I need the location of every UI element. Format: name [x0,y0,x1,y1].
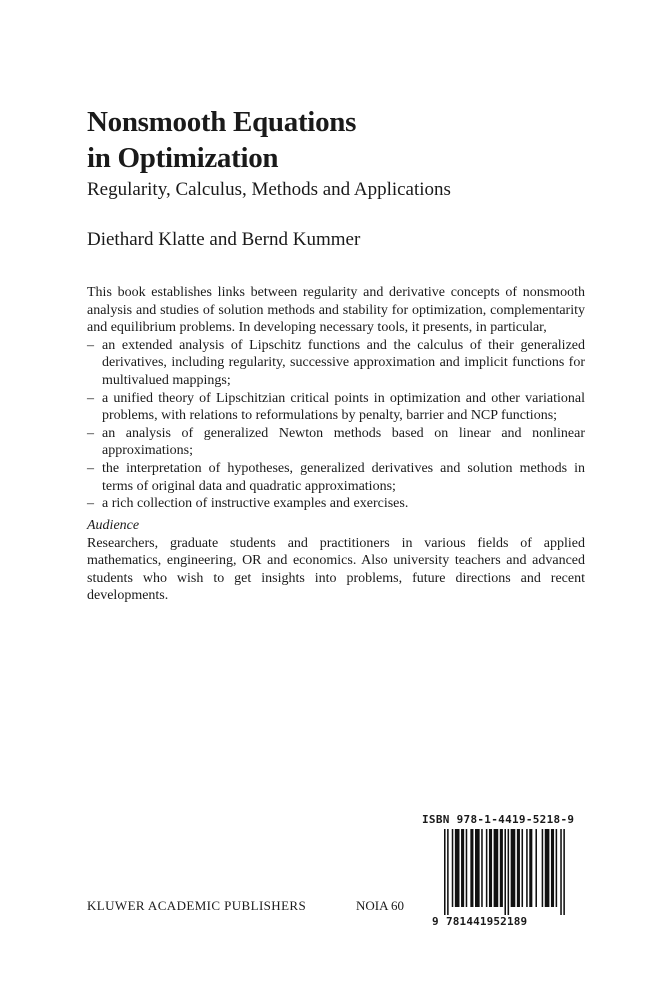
barcode-bar [494,829,499,907]
bullet-dash: – [87,496,94,512]
bullet-dash: – [87,460,94,476]
audience-text: Researchers, graduate students and practitioners in various fields of applied mathematics, engineering, OR and economics. Also university teachers and advanced students who wish to get insights into problems, future directions and recent developments. [87,535,585,604]
description-intro: This book establishes links between regularity and derivative concepts of nonsmooth analysis and studies of solution methods and stability for optimization, complementarity and equilibrium problems. In developing necessary tools, it presents, in particular, [87,285,585,336]
barcode-bar [475,829,480,907]
bullet-text: an extended analysis of Lipschitz functions and the calculus of their generalized derivatives, including regularity, successive approximation and implicit functions for multivalued mappings; [102,337,585,388]
barcode-bar [526,829,528,907]
publisher-name: KLUWER ACADEMIC PUBLISHERS [87,898,307,913]
barcode-bar [470,829,473,907]
barcode-bar [517,829,520,907]
bullet-text: a unified theory of Lipschitzian critical points in optimization and other variational problems, with relations to reformulations by penalty, barrier and NCP functions; [102,390,585,424]
bullet-text: an analysis of generalized Newton methods based on linear and nonlinear approximations; [102,425,585,459]
bullet-item [87,390,585,425]
bullet-item [87,337,585,390]
barcode-bar [522,829,524,907]
barcode-bar [511,829,516,907]
description-bullet-list [87,337,585,513]
barcode-digit-rest: 781441952189 [446,915,528,928]
barcode-bar [556,829,558,907]
barcode-bar [486,829,488,907]
bullet-dash: – [87,425,94,441]
barcode-bar [529,829,532,907]
barcode-bar [504,829,506,915]
title-block [87,104,607,176]
barcode-bar [444,829,446,915]
series-label: NOIA 60 [356,898,405,913]
barcode-bar [563,829,565,915]
barcode-bar [560,829,562,915]
barcode-bar [452,829,454,907]
bullet-dash: – [87,390,94,406]
bullet-item [87,495,585,513]
barcode-bar [447,829,449,915]
book-title-line-2: in Optimization [87,142,279,174]
barcode [432,829,582,928]
barcode-bar [466,829,468,907]
barcode-bar [461,829,464,907]
barcode-bar [481,829,483,907]
barcode-bar [551,829,554,907]
description-block [87,284,585,513]
barcode-bar [500,829,503,907]
barcode-bar [535,829,537,907]
barcode-bar [455,829,460,907]
book-authors: Diethard Klatte and Bernd Kummer [87,229,361,250]
book-title-line-1: Nonsmooth Equations [87,106,357,138]
bullet-text: a rich collection of instructive examples and exercises. [102,496,409,512]
barcode-bars [432,829,582,915]
bullet-dash: – [87,337,94,353]
barcode-digit-lead: 9 [432,915,439,928]
barcode-bar [508,829,510,915]
bullet-item [87,425,585,460]
bullet-item [87,460,585,495]
audience-block [87,517,585,605]
audience-heading: Audience [87,518,140,533]
barcode-bar [545,829,550,907]
book-subtitle: Regularity, Calculus, Methods and Applications [87,179,451,200]
isbn-label: ISBN 978-1-4419-5218-9 [422,813,575,826]
bullet-text: the interpretation of hypotheses, generalized derivatives and solution methods in terms of original data and quadratic approximations; [102,460,585,494]
barcode-bar [542,829,544,907]
barcode-bar [489,829,492,907]
